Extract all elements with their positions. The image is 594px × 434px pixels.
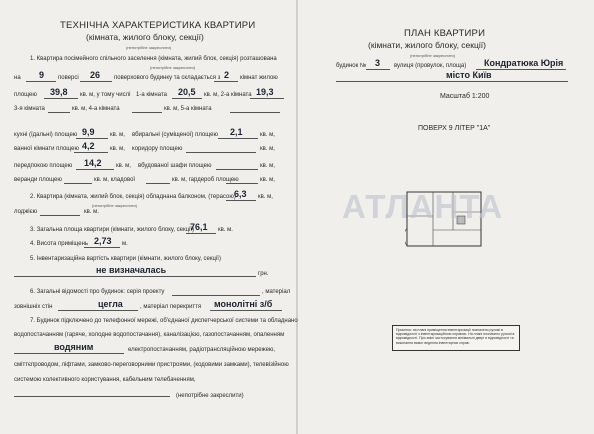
row-15-text: 6. Загальні відомості про будинок: серія проекту	[30, 289, 165, 295]
balcony-area-value: 6,3	[234, 189, 247, 199]
row-1-note: (непотрібне закреслити)	[150, 65, 196, 70]
left-title: ТЕХНІЧНА ХАРАКТЕРИСТИКА КВАРТИРИ	[60, 20, 256, 31]
page-fold	[296, 0, 298, 434]
room-2-area-value: 19,3	[256, 87, 274, 97]
bath-area-value: 4,2	[82, 141, 95, 151]
row-5-wc-label: вбиральні (суміщеної) площею	[132, 132, 218, 138]
height-value: 2,73	[94, 236, 112, 246]
row-8-kvm: кв. м,	[260, 177, 275, 183]
row-2-na: на	[14, 75, 21, 81]
row-2-text: поверхового будинку та складається з	[114, 75, 221, 81]
hall-area-value: 14,2	[84, 158, 102, 168]
kitchen-area-value: 9,9	[82, 127, 95, 137]
row-4-sq3: кв. м, 4-а кімната	[72, 106, 120, 112]
row-6-kvm2: кв. м,	[260, 146, 275, 152]
row-8-text2: кв. м, гардероб площею	[172, 177, 239, 183]
row-5-kvm: кв. м,	[110, 132, 125, 138]
row-11-text: 3. Загальна площа квартири (кімнати, жилого блоку, секції)	[30, 227, 195, 233]
city-name: місто Київ	[446, 70, 492, 80]
row-6-corr-label: коридору площею	[132, 146, 183, 152]
plan-stamp	[392, 325, 520, 351]
vulytsia-label: вулиця (провулок, площа)	[394, 63, 467, 69]
row-8-veranda: веранди площею	[14, 177, 62, 183]
row-5-kvm2: кв. м,	[260, 132, 275, 138]
row-7-hall-label: передпокою площею	[14, 163, 73, 169]
row-4-3a: 3-я кімната	[14, 106, 45, 112]
building-number: 3	[375, 58, 381, 68]
right-title: ПЛАН КВАРТИРИ	[404, 28, 486, 39]
row-14-grn: грн.	[258, 271, 269, 277]
total-floors-value: 26	[90, 70, 101, 80]
row-16-mid: , матеріал перекриття	[140, 304, 202, 310]
row-9-note: (непотрібне закреслити)	[92, 203, 138, 208]
row-12-m: м.	[122, 241, 128, 247]
row-2-poversi: поверсі	[58, 75, 79, 81]
row-17-text: 7. Будинок підключено до телефонної мережі, об'єднаної диспетчерської системи та обладнано	[30, 318, 298, 324]
row-10-lodgia: лоджією	[14, 209, 38, 215]
row-6-bath-label: ванної кімнати площею	[14, 146, 79, 152]
inventory-value: не визначалась	[96, 265, 167, 275]
right-subtitle: (кімнати, жилого блоку, секції)	[368, 40, 486, 50]
row-12-label: 4. Висота приміщень	[30, 241, 89, 247]
row-15-mat: , матеріал	[262, 289, 291, 295]
row-3-sq2: кв. м, 2-а кімната	[204, 92, 252, 98]
row-21-text: системою колективного користування, кабельним телебаченням,	[14, 377, 196, 383]
scale-label: Масштаб 1:200	[440, 93, 490, 100]
row-9-text: 2. Квартира (кімната, жилий блок, секція) обладнана балконом, (терасою)	[30, 194, 236, 200]
room-1-area-value: 20,5	[178, 87, 196, 97]
right-subtitle-note: (непотрібне закреслити)	[410, 53, 456, 58]
row-7-kvm2: кв. м,	[260, 163, 275, 169]
row-3-sq1: кв. м, у тому числі	[80, 92, 131, 98]
row-16-walls: зовнішніх стін	[14, 304, 53, 310]
row-5-kitchen-label: кухні (їдальні) площею	[14, 132, 78, 138]
row-4-sq4: кв. м, 5-а кімната	[164, 106, 212, 112]
left-subtitle: (кімната, жилого блоку, секції)	[86, 32, 204, 42]
floor-material-value: монолітні з/б	[214, 299, 273, 309]
row-13-text: 5. Інвентаризаційна вартість квартири (кімнати, жилого блоку, секції)	[30, 256, 221, 262]
row-2-kimn: кімнат жилою	[240, 75, 278, 81]
row-7-kvm: кв. м,	[116, 163, 131, 169]
heating-value: водяним	[54, 342, 94, 352]
row-19-text: електропостачанням, радіотрансляційною мережею,	[128, 347, 276, 353]
row-10-kvm: кв. м.	[84, 209, 99, 215]
street-name: Кондратюка Юрія	[484, 58, 564, 68]
row-6-kvm: кв. м,	[110, 146, 125, 152]
stamp-text: Примітка: на плані приміщення інвентаризації позначено рухомі в відповідності з інвентаризаційною справою. На плані позначено рухомі в відповідності. При зміні застосування мінімальні двері в відповідності та виконання вимог ведення інвентарних справ.	[396, 328, 515, 345]
row-3-ploshcha: площею	[14, 92, 37, 98]
row-18-text: водопостачанням (гарячe, холодне водопостачання), каналізацією, газопостачанням, опаленням	[14, 332, 285, 338]
row-7-closet-label: вбудованої шафи площею	[138, 163, 212, 169]
row-20-text: сміттєпроводом, ліфтами, замково-переговорними пристроями, (кодовими замками), телевізійною	[14, 362, 289, 368]
living-area-value: 39,8	[50, 87, 68, 97]
total-area-value: 76,1	[190, 222, 208, 232]
watermark: АТЛАНТА	[342, 188, 504, 225]
left-subtitle-note: (непотрібне закреслити)	[126, 45, 172, 50]
budynok-label: будинок №	[336, 63, 367, 69]
row-8-text: кв. м, кладової	[94, 177, 136, 183]
wall-material-value: цегла	[98, 299, 123, 309]
wc-area-value: 2,1	[230, 127, 243, 137]
floor-value: 9	[39, 70, 45, 80]
rooms-count-value: 2	[224, 70, 230, 80]
floor-label: ПОВЕРХ 9 ЛІТЕР "1А"	[418, 125, 491, 132]
row-11-kvm: кв. м.	[218, 227, 233, 233]
row-1-text: 1. Квартира посімейного спільного заселення (кімната, жилий блок, секція) розташована	[30, 56, 277, 62]
row-3-room1-label: 1-а кімната	[136, 92, 167, 98]
row-22-note: (непотрібне закреслити)	[176, 393, 244, 399]
row-9-kvm: кв. м,	[258, 194, 273, 200]
